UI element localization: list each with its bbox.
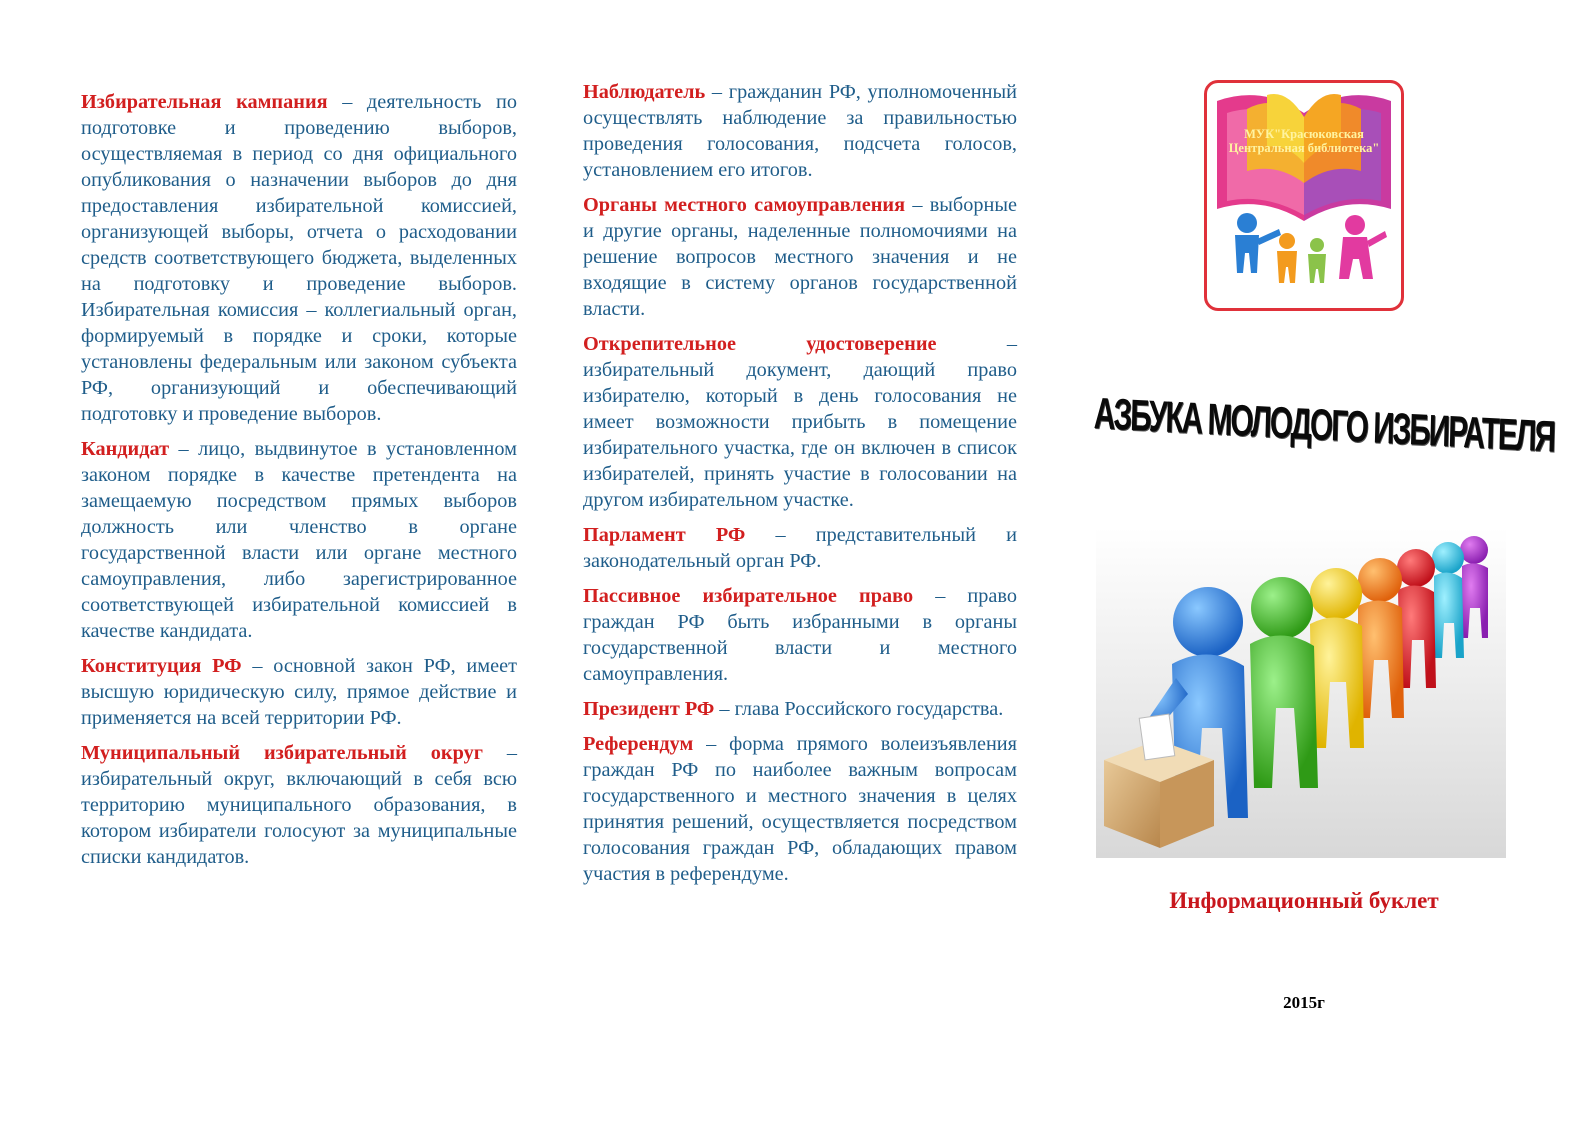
glossary-entry [81, 436, 517, 644]
glossary-column-middle [583, 79, 1017, 887]
glossary-column-left [81, 89, 517, 870]
glossary-entry [81, 653, 517, 731]
glossary-definition: – право граждан РФ быть избранными в органы государственной власти и местного самоуправления. [583, 585, 1017, 685]
glossary-term: Пассивное избирательное право [583, 585, 914, 607]
glossary-definition: – основной закон РФ, имеет высшую юридическую силу, прямое действие и применяется на всей территории РФ. [81, 655, 517, 729]
glossary-entry [583, 522, 1017, 574]
glossary-term: Органы местного самоуправления [583, 194, 906, 216]
book-family-icon [1207, 83, 1401, 308]
glossary-definition: – выборные и другие органы, наделенные полномочиями на решение вопросов местного значения и не входящие в систему органов государственной власти. [583, 194, 1017, 320]
glossary-term: Президент РФ [583, 698, 715, 720]
glossary-entry [583, 583, 1017, 687]
library-logo [1204, 80, 1404, 311]
glossary-definition: – избирательный округ, включающий в себя всю территорию муниципального образования, в котором избиратели голосуют за муниципальные списки кандидатов. [81, 742, 517, 868]
glossary-term: Открепительное удостоверение [583, 333, 937, 355]
glossary-definition: – форма прямого волеизъявления граждан РФ по наиболее важным вопросам государственного и местного значения в целях принятия решений, осуществляется посредством голосования граждан РФ, обладающих правом участия в референдуме. [583, 733, 1017, 885]
glossary-definition: – глава Российского государства. [714, 698, 1004, 720]
glossary-entry [81, 89, 517, 427]
voters-queue-illustration [1096, 528, 1506, 858]
glossary-entry [81, 740, 517, 870]
library-logo-text: МУК"Красюковская Центральная библиотека" [1228, 127, 1380, 155]
booklet-title: АЗБУКА МОЛОДОГО ИЗБИРАТЕЛЯ [1093, 389, 1555, 462]
glossary-term: Парламент РФ [583, 524, 746, 546]
glossary-definition: – лицо, выдвинутое в установленном законом порядке в качестве претендента на замещаемую посредством прямых выборов должность или членство в органе государственной власти или органе местного самоуправления, либо зарегистрированное соответствующей избирательной комиссией в качестве кандидата. [81, 438, 517, 642]
glossary-term: Референдум [583, 733, 694, 755]
glossary-term: Избирательная кампания [81, 91, 328, 113]
glossary-definition: – гражданин РФ, уполномоченный осуществлять наблюдение за правильностью проведения голосования, подсчета голосов, установлением его итогов. [583, 81, 1017, 181]
glossary-entry [583, 331, 1017, 513]
glossary-term: Наблюдатель [583, 81, 706, 103]
glossary-entry [583, 79, 1017, 183]
glossary-term: Кандидат [81, 438, 170, 460]
glossary-term: Муниципальный избирательный округ [81, 742, 483, 764]
glossary-entry [583, 731, 1017, 887]
glossary-entry [583, 192, 1017, 322]
glossary-term: Конституция РФ [81, 655, 242, 677]
glossary-definition: – деятельность по подготовке и проведению выборов, осуществляемая в период со дня официального опубликования о назначении выборов до дня предоставления избирательной комиссией, организующей выборы, отчета о расходовании средств соответствующего бюджета, выделенных на подготовку и проведение выборов. Избирательная комиссия – коллегиальный орган, формируемый в порядке и сроки, которые установлены федеральным или законом субъекта РФ, организующий и обеспечивающий подготовку и проведение выборов. [81, 91, 517, 425]
glossary-entry [583, 696, 1017, 722]
booklet-year: 2015г [1283, 993, 1325, 1012]
booklet-subtitle: Информационный буклет [1169, 888, 1439, 913]
glossary-definition: – избирательный документ, дающий право избирателю, который в день голосования не имеет возможности прибыть в помещение избирательного участка, где он включен в список избирателей, принять участие в голосовании на другом избирательном участке. [583, 333, 1017, 511]
glossary-definition: – представительный и законодательный орган РФ. [583, 524, 1017, 572]
